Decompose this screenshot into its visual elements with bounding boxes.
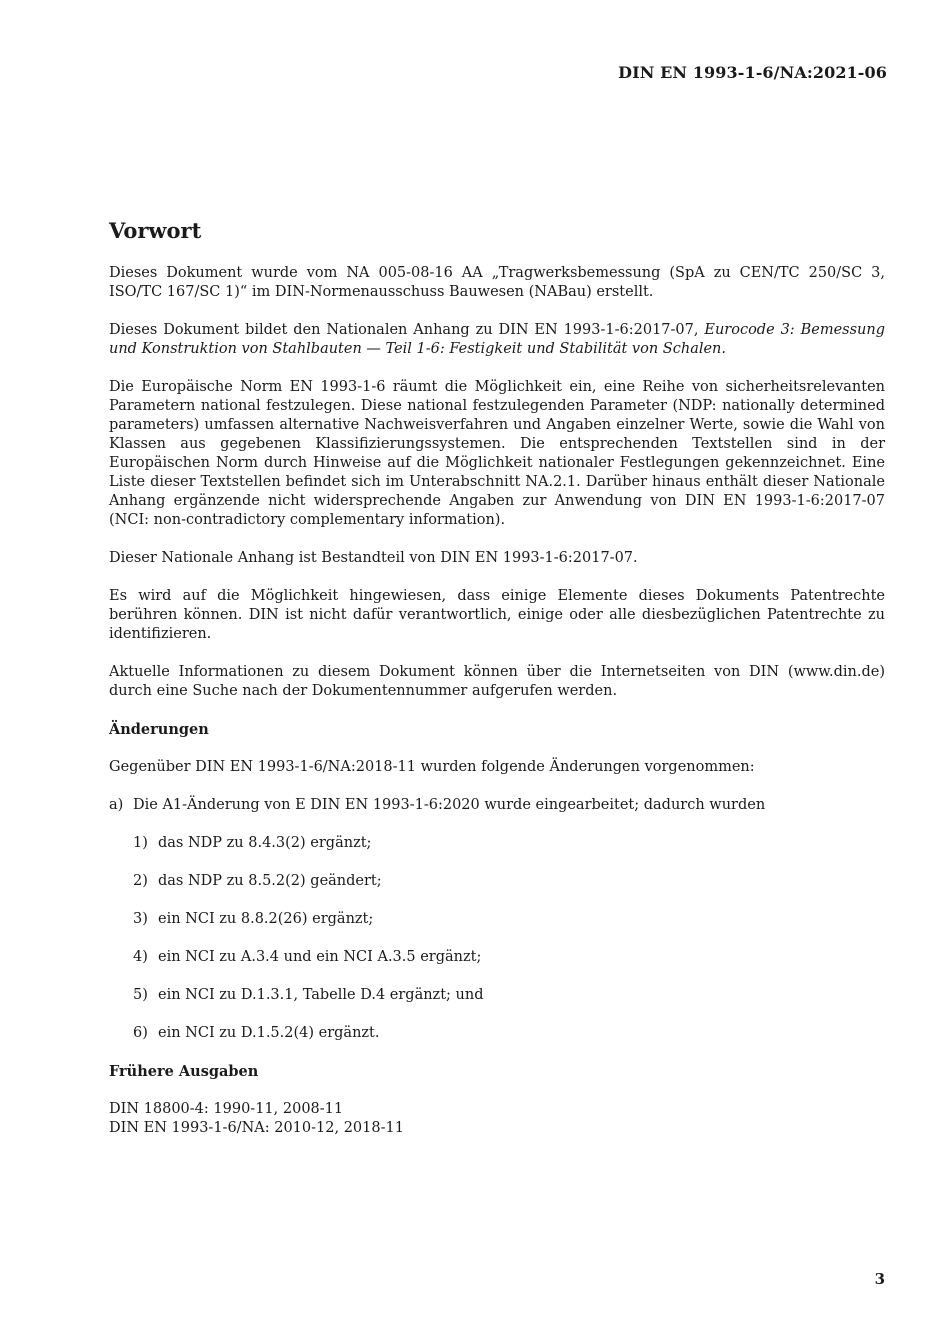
list-marker: 5) bbox=[133, 987, 148, 1003]
paragraph-patents: Es wird auf die Möglichkeit hingewiesen, dass einige Elemente dieses Dokuments Patentrechte berühren können. DIN ist nicht dafür verantwortlich, einige oder alle diesbezüglichen Patentrechte zu identifizieren. bbox=[109, 588, 885, 642]
section-title: Vorwort bbox=[109, 218, 202, 243]
list-item bbox=[109, 1024, 885, 1043]
list-item bbox=[109, 910, 885, 929]
paragraph-national-annex bbox=[109, 321, 885, 359]
list-item bbox=[109, 796, 885, 815]
list-item-text: das NDP zu 8.5.2(2) geändert; bbox=[158, 873, 382, 889]
document-id: DIN EN 1993-1-6/NA:2021-06 bbox=[618, 63, 887, 82]
edition-line: DIN EN 1993-1-6/NA: 2010-12, 2018-11 bbox=[109, 1120, 404, 1136]
list-marker: 6) bbox=[133, 1025, 148, 1041]
list-item-text: das NDP zu 8.4.3(2) ergänzt; bbox=[158, 835, 372, 851]
list-marker: 1) bbox=[133, 835, 148, 851]
paragraph-ndp: Die Europäische Norm EN 1993-1-6 räumt die Möglichkeit ein, eine Reihe von sicherheitsrelevanten Parametern national festzulegen. Diese national festzulegenden Parameter (NDP: nationally determined parameters) umfassen alternative Nachweisverfahren und Angaben einzelner Werte, sowie die Wahl von Klassen aus gegebenen Klassifizierungssystemen. Die entsprechenden Textstellen sind in der Europäischen Norm durch Hinweise auf die Möglichkeit nationaler Festlegungen gekennzeichnet. Eine Liste dieser Textstellen befindet sich im Unterabschnitt NA.2.1. Darüber hinaus enthält dieser Nationale Anhang ergänzende nicht widersprechende Angaben zur Anwendung von DIN EN 1993-1-6:2017-07 (NCI: non-contradictory complementary information). bbox=[109, 379, 885, 528]
list-marker: a) bbox=[109, 797, 124, 813]
paragraph-integral-part: Dieser Nationale Anhang ist Bestandteil von DIN EN 1993-1-6:2017-07. bbox=[109, 550, 638, 566]
list-item bbox=[109, 986, 885, 1005]
list-item bbox=[109, 834, 885, 853]
list-item-text: ein NCI zu 8.8.2(26) ergänzt; bbox=[158, 911, 374, 927]
list-item bbox=[109, 872, 885, 891]
previous-editions-heading: Frühere Ausgaben bbox=[109, 1063, 259, 1080]
page-number: 3 bbox=[874, 1270, 885, 1288]
list-item-text: Die A1-Änderung von E DIN EN 1993-1-6:2020 wurde eingearbeitet; dadurch wurden bbox=[133, 797, 766, 813]
eurocode-title: Eurocode 3: Bemessung und Konstruktion von Stahlbauten — Teil 1-6: Festigkeit und Stabilität von Schalen. bbox=[109, 322, 885, 357]
edition-line: DIN 18800-4: 1990-11, 2008-11 bbox=[109, 1101, 344, 1117]
list-item-text: ein NCI zu D.1.3.1, Tabelle D.4 ergänzt; und bbox=[158, 987, 484, 1003]
paragraph-national-annex-text: Dieses Dokument bildet den Nationalen Anhang zu DIN EN 1993-1-6:2017-07, bbox=[109, 322, 705, 338]
list-marker: 3) bbox=[133, 911, 148, 927]
list-marker: 4) bbox=[133, 949, 148, 965]
list-item bbox=[109, 948, 885, 967]
foreword-section bbox=[109, 218, 885, 1138]
changes-heading: Änderungen bbox=[109, 721, 209, 738]
list-item-text: ein NCI zu A.3.4 und ein NCI A.3.5 ergänzt; bbox=[158, 949, 482, 965]
previous-editions-list bbox=[109, 1100, 885, 1138]
list-marker: 2) bbox=[133, 873, 148, 889]
changes-intro: Gegenüber DIN EN 1993-1-6/NA:2018-11 wurden folgende Änderungen vorgenommen: bbox=[109, 759, 755, 775]
paragraph-current-info: Aktuelle Informationen zu diesem Dokument können über die Internetseiten von DIN (www.din.de) durch eine Suche nach der Dokumentennummer aufgerufen werden. bbox=[109, 664, 885, 699]
paragraph-committee: Dieses Dokument wurde vom NA 005-08-16 AA „Tragwerksbemessung (SpA zu CEN/TC 250/SC 3, ISO/TC 167/SC 1)“ im DIN-Normenausschuss Bauwesen (NABau) erstellt. bbox=[109, 265, 885, 300]
list-item-text: ein NCI zu D.1.5.2(4) ergänzt. bbox=[158, 1025, 380, 1041]
